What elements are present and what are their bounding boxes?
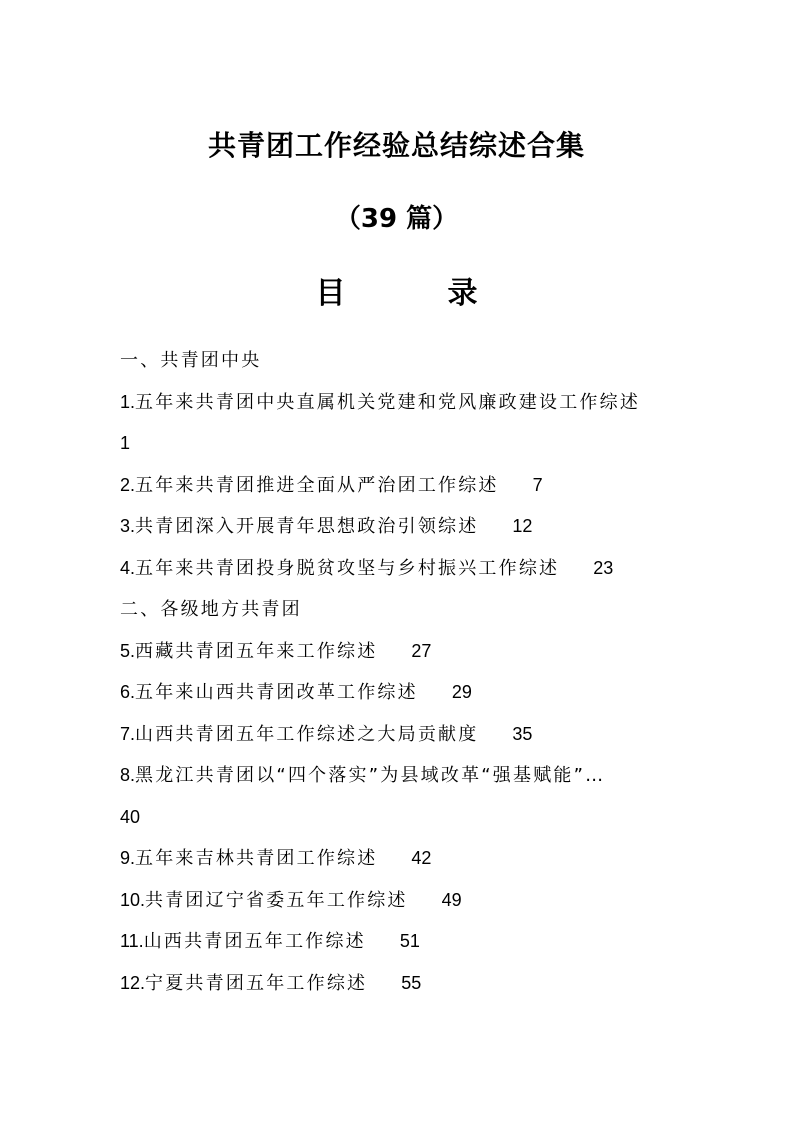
toc-page-number: 40 bbox=[120, 806, 141, 827]
toc-entry-text: 五年来吉林共青团工作综述 bbox=[135, 848, 378, 869]
toc-section-text: 二、各级地方共青团 bbox=[120, 599, 302, 620]
toc-entry[interactable] bbox=[120, 548, 680, 590]
toc-page-number: 1 bbox=[120, 433, 131, 453]
toc-entry-number: 11. bbox=[120, 931, 144, 951]
toc-entry[interactable] bbox=[120, 755, 680, 797]
toc-entry-number: 1. bbox=[120, 391, 136, 412]
toc-section-heading bbox=[120, 589, 680, 631]
toc-entry-number: 2. bbox=[120, 474, 136, 495]
toc-entry-page-wrapped bbox=[120, 797, 680, 839]
toc-entry-text: 共青团深入开展青年思想政治引领综述 bbox=[135, 516, 479, 537]
toc-entry-text: 山西共青团五年工作综述 bbox=[143, 931, 366, 952]
toc-entry[interactable] bbox=[120, 838, 680, 880]
toc-entry-text: 山西共青团五年工作综述之大局贡献度 bbox=[135, 723, 479, 745]
toc-page-number: 7 bbox=[532, 474, 543, 495]
toc-entry[interactable] bbox=[120, 506, 680, 548]
table-of-contents bbox=[120, 340, 680, 1004]
toc-entry[interactable] bbox=[120, 880, 680, 922]
toc-entry-text: 五年来共青团投身脱贫攻坚与乡村振兴工作综述 bbox=[135, 557, 560, 579]
toc-entry[interactable] bbox=[120, 631, 680, 673]
document-title: 共青团工作经验总结综述合集 bbox=[207, 129, 585, 162]
toc-entry-number: 12. bbox=[120, 972, 146, 993]
toc-section-heading bbox=[120, 340, 680, 382]
toc-entry-text: 五年来共青团中央直属机关党建和党风廉政建设工作综述 bbox=[135, 391, 641, 413]
toc-entry-number: 4. bbox=[120, 557, 136, 578]
toc-page-number: 12 bbox=[512, 516, 533, 536]
toc-page-number: 23 bbox=[593, 557, 614, 578]
toc-entry-number: 10. bbox=[120, 889, 146, 910]
toc-page-number: 27 bbox=[411, 640, 432, 661]
toc-entry[interactable] bbox=[120, 921, 680, 963]
toc-page-number: 29 bbox=[451, 682, 472, 702]
toc-entry-number: 3. bbox=[120, 516, 136, 536]
toc-entry-number: 6. bbox=[120, 682, 136, 702]
toc-entry[interactable] bbox=[120, 672, 680, 714]
toc-page-number: 42 bbox=[411, 848, 432, 868]
toc-entry-text: 宁夏共青团五年工作综述 bbox=[145, 972, 368, 994]
toc-page-number: 55 bbox=[401, 972, 422, 993]
toc-entry-text: 黑龙江共青团以“四个落实”为县域改革“强基赋能”… bbox=[135, 765, 606, 786]
toc-entry-text: 西藏共青团五年来工作综述 bbox=[135, 640, 378, 662]
toc-page-number: 51 bbox=[399, 931, 420, 951]
toc-entry-number: 8. bbox=[120, 765, 136, 785]
toc-page-number: 35 bbox=[512, 723, 533, 744]
document-subtitle: （39 篇） bbox=[334, 204, 459, 234]
toc-entry-text: 共青团辽宁省委五年工作综述 bbox=[145, 889, 408, 911]
toc-page-number: 49 bbox=[441, 889, 462, 910]
toc-entry-page-wrapped bbox=[120, 423, 680, 465]
toc-entry-text: 五年来山西共青团改革工作综述 bbox=[135, 682, 418, 703]
toc-entry-number: 9. bbox=[120, 848, 136, 868]
toc-section-text: 一、共青团中央 bbox=[120, 350, 262, 371]
toc-entry-number: 7. bbox=[120, 723, 136, 744]
toc-entry-text: 五年来共青团推进全面从严治团工作综述 bbox=[135, 474, 499, 496]
toc-entry-number: 5. bbox=[120, 640, 136, 661]
toc-entry[interactable] bbox=[120, 963, 680, 1005]
toc-heading: 目 录 bbox=[315, 276, 514, 311]
toc-entry[interactable] bbox=[120, 714, 680, 756]
toc-entry[interactable] bbox=[120, 382, 680, 424]
toc-entry[interactable] bbox=[120, 465, 680, 507]
